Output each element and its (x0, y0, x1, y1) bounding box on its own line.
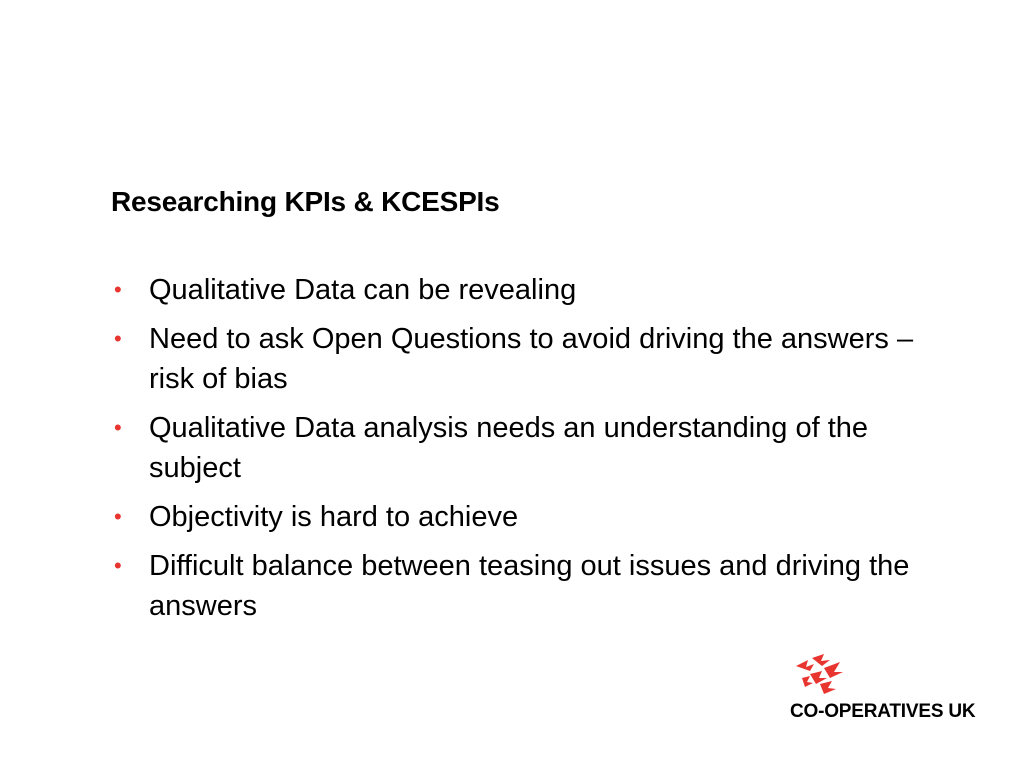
slide-title: Researching KPIs & KCESPIs (111, 186, 500, 217)
list-item (111, 319, 931, 399)
list-item-text: Difficult balance between teasing out issues and driving the answers (149, 550, 910, 622)
bullet-list (111, 270, 931, 635)
bullet-marker: • (114, 326, 122, 351)
list-item (111, 497, 931, 537)
bullet-marker: • (114, 504, 122, 529)
bullet-marker: • (114, 415, 122, 440)
list-item-text: Objectivity is hard to achieve (149, 501, 519, 533)
list-item (111, 408, 931, 488)
list-item-text: Qualitative Data can be revealing (149, 274, 577, 306)
list-item-text: Need to ask Open Questions to avoid driving the answers – risk of bias (149, 323, 914, 395)
list-item (111, 270, 931, 310)
list-item (111, 546, 931, 626)
logo-text: CO-OPERATIVES UK (790, 701, 976, 722)
co-operatives-uk-logo (790, 654, 980, 734)
bullet-marker: • (114, 553, 122, 578)
co-operatives-uk-birds-logo-icon (794, 654, 844, 696)
bullet-marker: • (114, 277, 122, 302)
list-item-text: Qualitative Data analysis needs an understanding of the subject (149, 412, 869, 484)
